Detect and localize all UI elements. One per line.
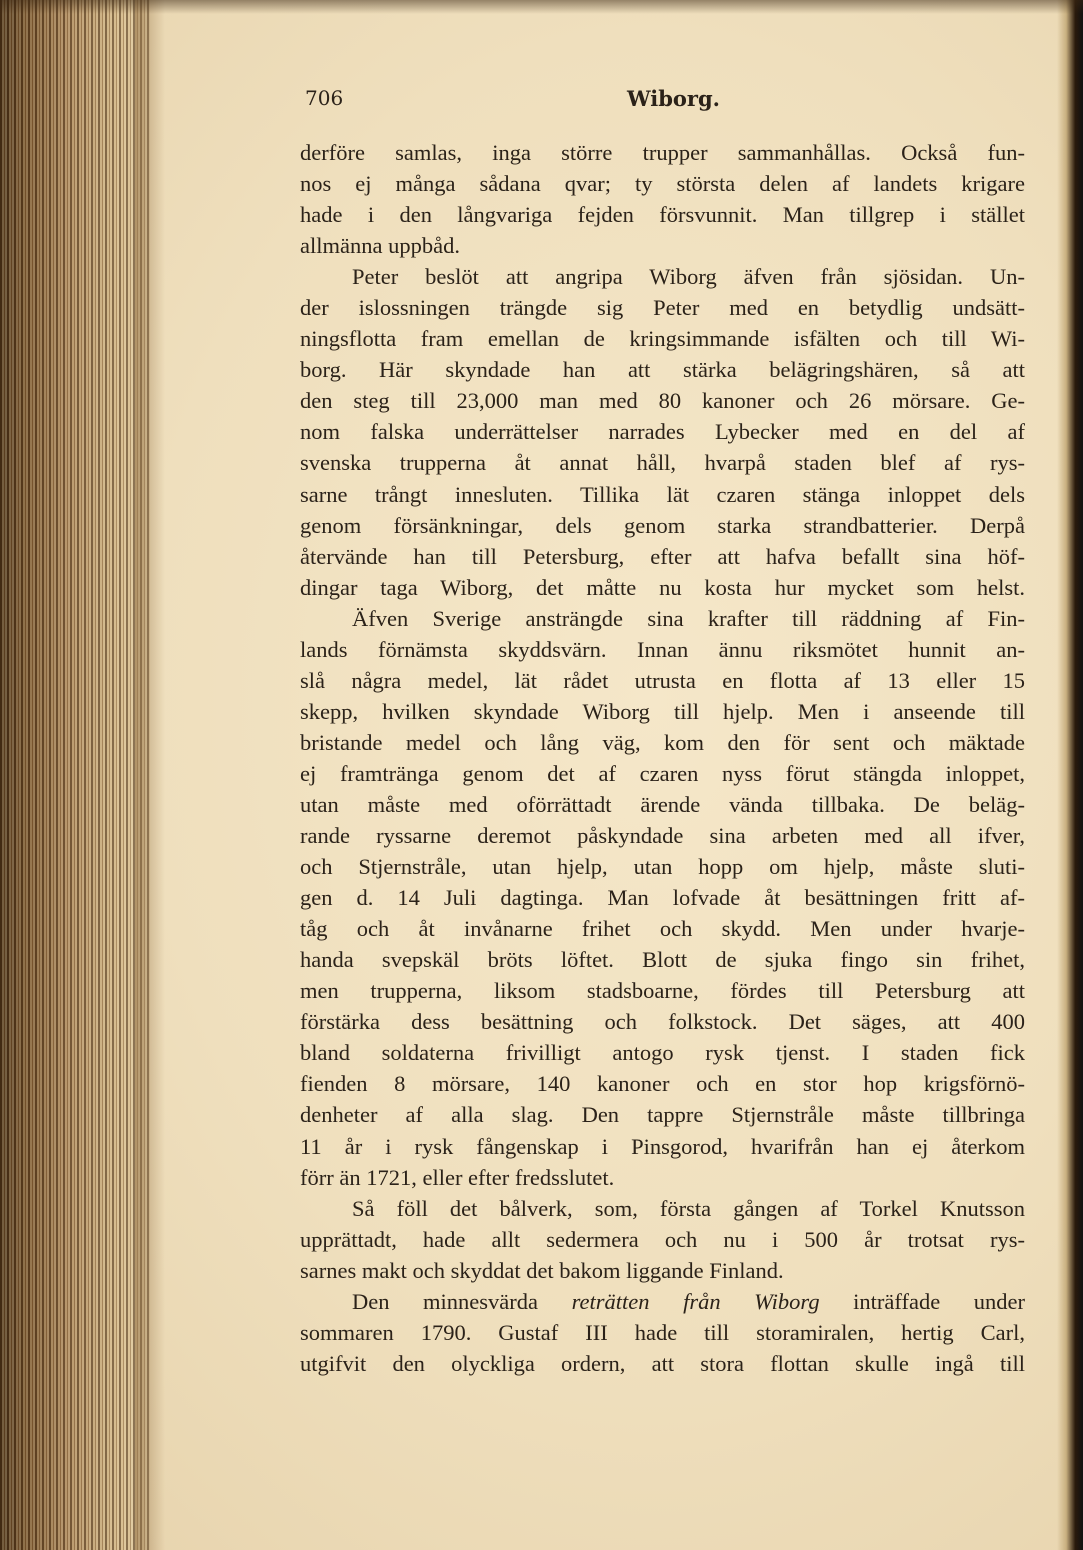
page-number: 706 <box>305 86 344 110</box>
text-line: fienden 8 mörsare, 140 kanoner och en stor hop krigsförnö- <box>300 1071 1025 1097</box>
text-line: Peter beslöt att angripa Wiborg äfven från sjösidan. Un- <box>352 264 1025 290</box>
text-line: Så föll det bålverk, som, första gången af Torkel Knutsson <box>352 1195 1025 1221</box>
text-line: allmänna uppbåd. <box>300 233 460 259</box>
text-line: tåg och åt invånarne frihet och skydd. Men under hvarje- <box>300 916 1025 942</box>
right-page-edge <box>1057 0 1083 1550</box>
text-line: dingar taga Wiborg, det måtte nu kosta hur mycket som helst. <box>300 574 1025 600</box>
text-line: bland soldaterna frivilligt antogo rysk tjenst. I staden fick <box>300 1040 1025 1066</box>
running-header <box>305 86 1025 118</box>
text-run: inträffade under <box>853 1288 1026 1314</box>
text-line: ningsflotta fram emellan de kringsimmande isfälten och till Wi- <box>300 326 1025 352</box>
text-line: skepp, hvilken skyndade Wiborg till hjelp. Men i anseende till <box>300 698 1025 724</box>
gutter-shadow <box>135 0 165 1550</box>
text-run: Den minnesvärda <box>352 1288 539 1314</box>
text-line: der islossningen trängde sig Peter med en betydlig undsätt- <box>300 295 1025 321</box>
text-line: nom falska underrättelser narrades Lybecker med en del af <box>300 419 1025 445</box>
text-line: sommaren 1790. Gustaf III hade till storamiralen, hertig Carl, <box>300 1319 1025 1345</box>
text-line: hade i den långvariga fejden försvunnit. Man tillgrep i stället <box>300 202 1025 228</box>
text-line: sarne trångt innesluten. Tillika lät czaren stänga inloppet dels <box>300 481 1025 507</box>
text-line: men trupperna, liksom stadsboarne, fördes till Petersburg att <box>300 978 1025 1004</box>
text-line: bristande medel och lång väg, kom den för sent och mäktade <box>300 729 1025 755</box>
text-line: derföre samlas, inga större trupper sammanhållas. Också fun- <box>300 140 1025 165</box>
book-spine-page-edges <box>0 0 150 1550</box>
text-line: återvände han till Petersburg, efter att hafva befallt sina höf- <box>300 543 1025 569</box>
text-line: förr än 1721, eller efter fredsslutet. <box>300 1164 615 1190</box>
text-line: utan måste med oförrättadt ärende vända tillbaka. De beläg- <box>300 791 1025 817</box>
text-line: genom försänkningar, dels genom starka strandbatterier. Derpå <box>300 512 1025 538</box>
top-page-edge <box>0 0 1083 14</box>
text-line: och Stjernstråle, utan hjelp, utan hopp om hjelp, måste sluti- <box>300 854 1025 880</box>
text-line: borg. Här skyndade han att stärka belägringshären, så att <box>300 357 1025 383</box>
text-line: slå några medel, lät rådet utrusta en flotta af 13 eller 15 <box>300 667 1025 693</box>
text-line: nos ej många sådana qvar; ty största delen af landets krigare <box>300 171 1025 197</box>
body-text <box>300 137 1025 1379</box>
text-line: denheter af alla slag. Den tappre Stjernstråle måste tillbringa <box>300 1102 1025 1128</box>
text-line: upprättadt, hade allt sedermera och nu i 500 år trotsat rys- <box>300 1226 1025 1252</box>
running-title: Wiborg. <box>627 86 720 111</box>
text-line: Äfven Sverige ansträngde sina krafter till räddning af Fin- <box>352 605 1025 631</box>
text-line: lands förnämsta skyddsvärn. Innan ännu riksmötet hunnit an- <box>300 636 1025 662</box>
italic-text-run: reträtten från Wiborg <box>571 1288 820 1314</box>
text-line: rande ryssarne deremot påskyndade sina arbeten med all ifver, <box>300 823 1025 849</box>
text-line: handa svepskäl bröts löftet. Blott de sjuka fingo sin frihet, <box>300 947 1025 973</box>
text-line: svenska trupperna åt annat håll, hvarpå staden blef af rys- <box>300 450 1025 476</box>
text-line <box>300 1286 1025 1317</box>
text-line: förstärka dess besättning och folkstock. Det säges, att 400 <box>300 1009 1025 1035</box>
text-line: den steg till 23,000 man med 80 kanoner och 26 mörsare. Ge- <box>300 388 1025 414</box>
text-line: utgifvit den olyckliga ordern, att stora flottan skulle ingå till <box>300 1350 1025 1376</box>
text-line: sarnes makt och skyddat det bakom liggande Finland. <box>300 1257 784 1283</box>
text-line: gen d. 14 Juli dagtinga. Man lofvade åt besättningen fritt af- <box>300 885 1025 911</box>
text-line: 11 år i rysk fångenskap i Pinsgorod, hvarifrån han ej återkom <box>300 1133 1025 1159</box>
text-line: ej framtränga genom det af czaren nyss förut stängda inloppet, <box>300 760 1025 786</box>
